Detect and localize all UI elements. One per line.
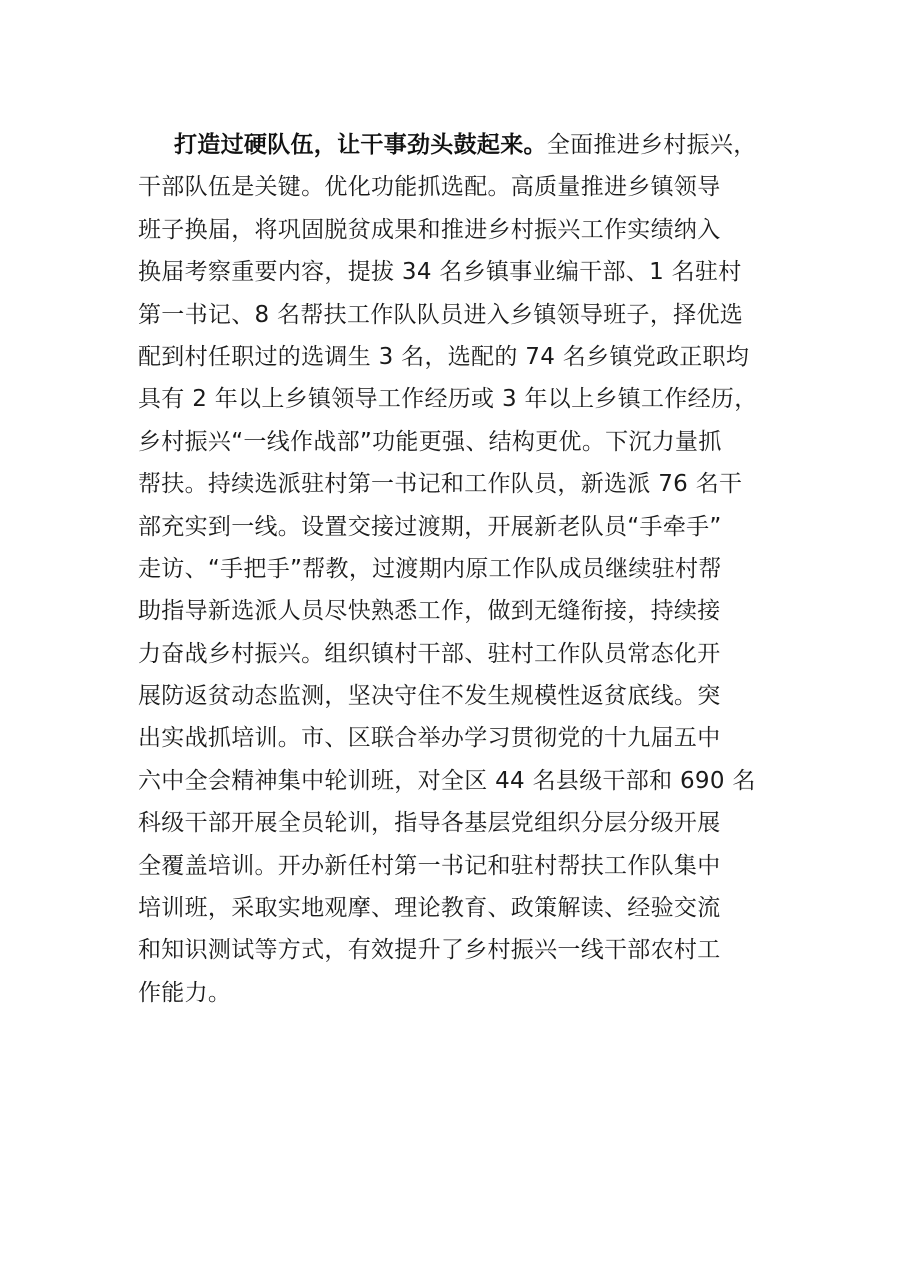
text-line-9: 帮扶。持续选派驻村第一书记和工作队员，新选派 76 名干 xyxy=(138,471,743,498)
text-line-21: 作能力。 xyxy=(138,979,232,1006)
text-line-6: 配到村任职过的选调生 3 名，选配的 74 名乡镇党政正职均 xyxy=(138,343,750,370)
paragraph-heading: 打造过硬队伍，让干事劲头鼓起来。 xyxy=(174,132,547,158)
text-line-3: 班子换届，将巩固脱贫成果和推进乡村振兴工作实绩纳入 xyxy=(138,216,721,243)
text-line-20: 和知识测试等方式，有效提升了乡村振兴一线干部农村工 xyxy=(138,937,721,964)
text-line-12: 助指导新选派人员尽快熟悉工作，做到无缝衔接，持续接 xyxy=(138,598,721,625)
text-line-18: 全覆盖培训。开办新任村第一书记和驻村帮扶工作队集中 xyxy=(138,852,721,879)
text-line-8: 乡村振兴“一线作战部”功能更强、结构更优。下沉力量抓 xyxy=(138,428,722,455)
text-line-4: 换届考察重要内容，提拔 34 名乡镇事业编干部、1 名驻村 xyxy=(138,259,742,286)
text-line-11: 走访、“手把手”帮教，过渡期内原工作队成员继续驻村帮 xyxy=(138,555,722,582)
text-line-13: 力奋战乡村振兴。组织镇村干部、驻村工作队员常态化开 xyxy=(138,640,721,667)
text-line-10: 部充实到一线。设置交接过渡期，开展新老队员“手牵手” xyxy=(138,513,722,540)
text-line-1 xyxy=(138,124,778,166)
text-line-2: 干部队伍是关键。优化功能抓选配。高质量推进乡镇领导 xyxy=(138,174,721,201)
text-line-5: 第一书记、8 名帮扶工作队队员进入乡镇领导班子，择优选 xyxy=(138,301,744,328)
body-paragraph xyxy=(138,124,778,1014)
text-line-7: 具有 2 年以上乡镇领导工作经历或 3 年以上乡镇工作经历， xyxy=(138,386,758,413)
text-line-19: 培训班，采取实地观摩、理论教育、政策解读、经验交流 xyxy=(138,895,721,922)
text-line-17: 科级干部开展全员轮训，指导各基层党组织分层分级开展 xyxy=(138,810,721,837)
text-line-14: 展防返贫动态监测，坚决守住不发生规模性返贫底线。突 xyxy=(138,683,721,710)
text-line-15: 出实战抓培训。市、区联合举办学习贯彻党的十九届五中 xyxy=(138,725,721,752)
text-line-16: 六中全会精神集中轮训班，对全区 44 名县级干部和 690 名 xyxy=(138,767,756,794)
text-line-content: 全面推进乡村振兴， xyxy=(546,132,757,158)
